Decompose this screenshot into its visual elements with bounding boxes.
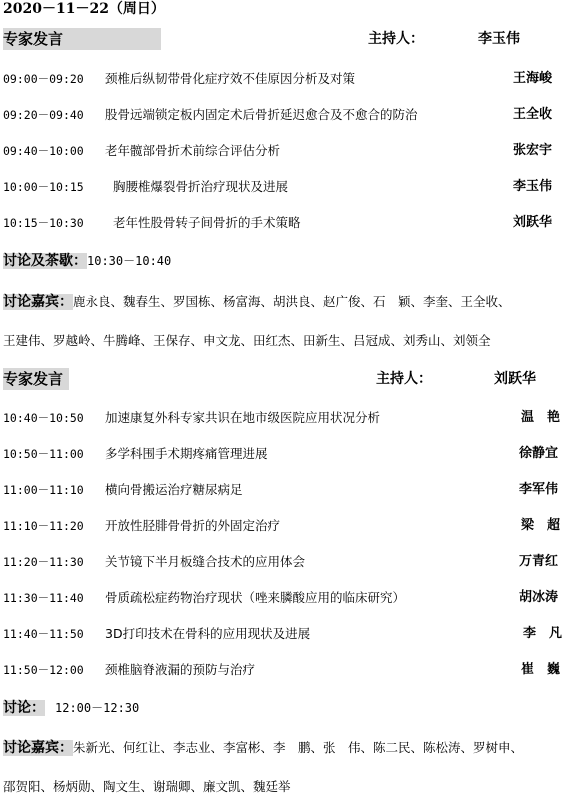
talk-time: 10:00－10:15 (3, 180, 84, 194)
talk-speaker: 温 艳 (521, 410, 561, 425)
talk-row (0, 407, 576, 429)
guests-names-cont: 王建伟、罗越岭、牛腾峰、王保存、申文龙、田红杰、田新生、吕冠成、刘秀山、刘领全 (3, 333, 491, 348)
guests-line (3, 291, 511, 313)
talk-speaker: 胡冰涛 (519, 590, 559, 605)
session-2-host-name: 刘跃华 (494, 371, 536, 387)
break-line (3, 250, 171, 272)
talk-row (0, 587, 576, 609)
talk-topic: 老年髋部骨折术前综合评估分析 (105, 143, 281, 158)
talk-topic: 颈椎后纵韧带骨化症疗效不佳原因分析及对策 (105, 71, 356, 86)
break-label: 讨论及茶歇： (3, 253, 87, 269)
session-1-host-name: 李玉伟 (478, 31, 520, 47)
guests-names: 朱新光、何红让、李志业、李富彬、李 鹏、张 伟、陈二民、陈松涛、罗树申、 (73, 740, 524, 755)
guests-label: 讨论嘉宾： (3, 294, 73, 310)
talk-topic: 加速康复外科专家共识在地市级医院应用状况分析 (105, 410, 381, 425)
talk-time: 11:00－11:10 (3, 483, 84, 497)
session-2-host-label: 主持人： (376, 371, 432, 387)
talk-time: 11:40－11:50 (3, 627, 84, 641)
talk-topic: 关节镜下半月板缝合技术的应用体会 (105, 554, 306, 569)
talk-time: 11:20－11:30 (3, 555, 84, 569)
talk-row (0, 140, 576, 162)
talk-time: 11:10－11:20 (3, 519, 84, 533)
talk-topic: 多学科围手术期疼痛管理进展 (105, 446, 268, 461)
talk-row (0, 479, 576, 501)
talk-speaker: 王海峻 (513, 71, 553, 86)
break-time: 12:00－12:30 (55, 701, 140, 715)
date-heading: 2020－11－22（周日） (3, 1, 165, 17)
talk-row (0, 515, 576, 537)
talk-speaker: 李军伟 (519, 482, 559, 497)
talk-topic: 骨质疏松症药物治疗现状（唑来膦酸应用的临床研究） (105, 590, 406, 605)
session-1-title: 专家发言 (3, 28, 161, 50)
talk-topic: 老年性股骨转子间骨折的手术策略 (113, 215, 301, 230)
talk-speaker: 崔 巍 (521, 662, 561, 677)
talk-row (0, 104, 576, 126)
talk-speaker: 徐静宜 (519, 446, 559, 461)
guests-names-cont: 邵贺阳、杨炳勋、陶文生、谢瑞卿、廉文凯、魏廷举 (3, 779, 291, 794)
talk-topic: 横向骨搬运治疗糖尿病足 (105, 482, 243, 497)
talk-speaker: 王全收 (513, 107, 553, 122)
talk-row (0, 68, 576, 90)
session-2-title: 专家发言 (3, 368, 69, 390)
talk-topic: 胸腰椎爆裂骨折治疗现状及进展 (113, 179, 289, 194)
talk-speaker: 梁 超 (521, 518, 561, 533)
break-line (3, 697, 139, 719)
break-time: 10:30－10:40 (87, 254, 172, 268)
talk-row (0, 443, 576, 465)
session-1-host-label: 主持人： (368, 31, 424, 47)
talk-row (0, 623, 576, 645)
talk-topic: 颈椎脑脊液漏的预防与治疗 (105, 662, 256, 677)
talk-time: 09:40－10:00 (3, 144, 84, 158)
talk-row (0, 659, 576, 681)
talk-speaker: 张宏宇 (513, 143, 553, 158)
talk-topic: 股骨远端锁定板内固定术后骨折延迟愈合及不愈合的防治 (105, 107, 418, 122)
talk-speaker: 万青红 (519, 554, 559, 569)
talk-topic: 3D打印技术在骨科的应用现状及进展 (105, 626, 311, 641)
talk-time: 10:40－10:50 (3, 411, 84, 425)
guests-line (3, 737, 523, 759)
talk-row (0, 551, 576, 573)
talk-time: 10:15－10:30 (3, 216, 84, 230)
guests-names: 鹿永良、魏春生、罗国栋、杨富海、胡洪良、赵广俊、石 颖、李奎、王全收、 (73, 294, 511, 309)
talk-time: 09:00－09:20 (3, 72, 84, 86)
talk-speaker: 李玉伟 (513, 179, 553, 194)
talk-speaker: 李 凡 (523, 626, 563, 641)
talk-topic: 开放性胫腓骨骨折的外固定治疗 (105, 518, 281, 533)
talk-row (0, 212, 576, 234)
talk-time: 11:30－11:40 (3, 591, 84, 605)
talk-time: 11:50－12:00 (3, 663, 84, 677)
talk-speaker: 刘跃华 (513, 215, 553, 230)
talk-time: 10:50－11:00 (3, 447, 84, 461)
talk-row (0, 176, 576, 198)
talk-time: 09:20－09:40 (3, 108, 84, 122)
guests-label: 讨论嘉宾： (3, 740, 73, 756)
break-label: 讨论： (3, 700, 45, 716)
